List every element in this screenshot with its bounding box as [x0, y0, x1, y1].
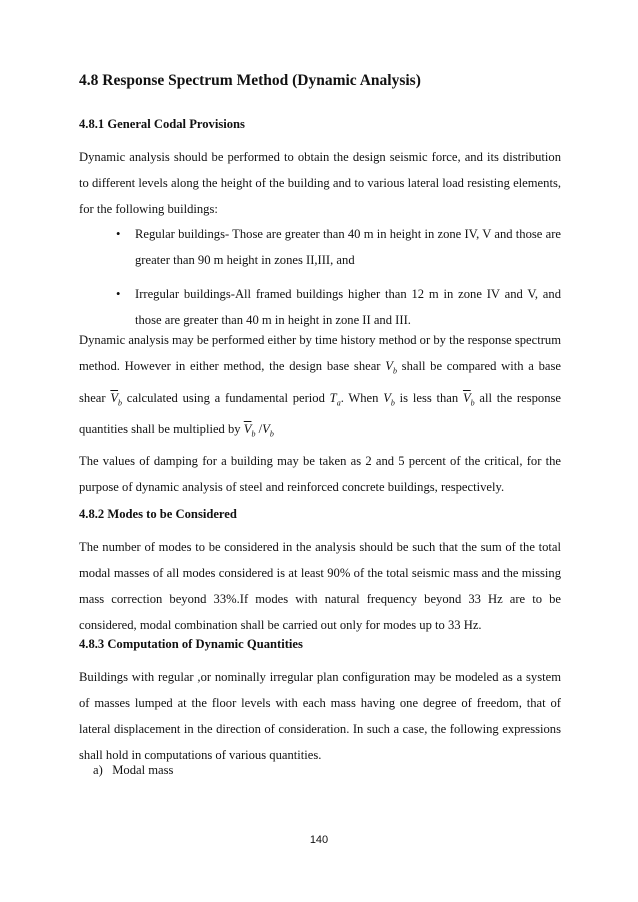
modes-paragraph: The number of modes to be considered in the analysis should be such that the sum of the total modal masses of all modes considered is at least 90% of the total seismic mass and the missing mass correction beyond 33%.If modes with natural frequency beyond 33 Hz are to be considered, modal combination shall be carried out only for modes up to 33 Hz.	[79, 540, 561, 632]
subsection-heading-general-provisions: 4.8.1 General Codal Provisions	[79, 117, 245, 131]
list-item-modal-mass: a) Modal mass	[93, 763, 174, 777]
intro-paragraph: Dynamic analysis should be performed to obtain the design seismic force, and its distribution to different levels along the height of the building and to various lateral load resisting elements, for the following buildings:	[79, 150, 561, 216]
list-item: • Irregular buildings-All framed buildings higher than 12 m in zone IV and V, and those are greater than 40 m in height in zone II and III.	[79, 281, 561, 333]
base-shear-paragraph: Dynamic analysis may be performed either by time history method or by the response spectrum method. However in either method, the design base shear $V_b$ shall be compared with a base shear $\overline{V}_b$ calculated using a fundamental period $T_a$. When $V_b$ is less than $\overline{V}_b$ all the response quantities shall be multiplied by $\overline{V}_b$ $/V_b$	[79, 333, 561, 439]
section-heading: 4.8 Response Spectrum Method (Dynamic Analysis)	[79, 72, 421, 89]
bullet-list	[79, 221, 561, 341]
list-item: • Regular buildings- Those are greater than 40 m in height in zone IV, V and those are greater than 90 m height in zones II,III, and	[79, 221, 561, 273]
dynamic-quantities-paragraph: Buildings with regular ,or nominally irregular plan configuration may be modeled as a system of masses lumped at the floor levels with each mass having one degree of freedom, that of lateral displacement in the direction of consideration. In such a case, the following expressions shall hold in computations of various quantities.	[79, 670, 561, 762]
bullet-icon: •	[116, 287, 121, 301]
subsection-heading-modes: 4.8.2 Modes to be Considered	[79, 507, 237, 521]
damping-paragraph: The values of damping for a building may be taken as 2 and 5 percent of the critical, for the purpose of dynamic analysis of steel and reinforced concrete buildings, respectively.	[79, 454, 561, 494]
subsection-heading-dynamic-quantities: 4.8.3 Computation of Dynamic Quantities	[79, 637, 303, 651]
bullet-icon: •	[116, 227, 121, 241]
page-number: 140	[309, 834, 329, 846]
